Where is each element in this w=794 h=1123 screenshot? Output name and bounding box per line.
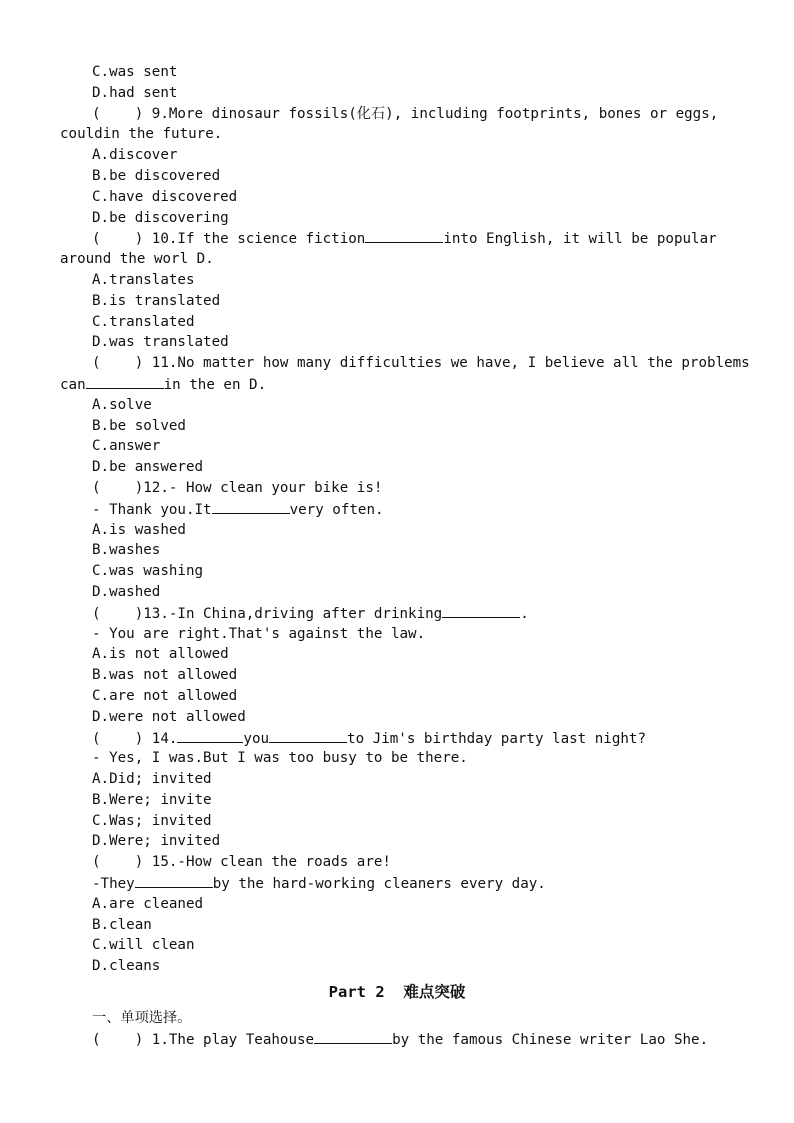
- option-d-q8: D.had sent: [92, 84, 178, 101]
- option-c-q9: C.have discovered: [92, 188, 238, 205]
- worksheet-page: [0, 62, 794, 1050]
- answer-blank: [135, 873, 213, 888]
- question-11-text-b: in the en D.: [163, 376, 267, 393]
- answer-blank: [442, 603, 520, 618]
- question-11-stem-cont: [0, 374, 794, 395]
- option-a-q13: A.is not allowed: [92, 646, 229, 663]
- option-a-q11: A.solve: [92, 396, 152, 413]
- option-c-q10: C.translated: [92, 313, 195, 330]
- question-14-stem: [0, 728, 794, 749]
- question-14-reply: - Yes, I was.But I was too busy to be there.: [92, 750, 468, 767]
- option-b-q12: B.washes: [92, 542, 161, 559]
- option-c-q15: C.will clean: [92, 937, 195, 954]
- question-11-text-a: can: [60, 376, 86, 393]
- option-d-q11: D.be answered: [92, 459, 204, 476]
- option-c-q12: C.was washing: [92, 563, 204, 580]
- question-13-text-b: .: [520, 605, 529, 622]
- question-9-stem: ( ) 9.More dinosaur fossils(化石), including footprints, bones or eggs,: [92, 105, 719, 122]
- answer-blank: [269, 728, 347, 743]
- question-14-text-b: you: [243, 730, 270, 747]
- answer-blank: [212, 499, 290, 514]
- option-a-q10: A.translates: [92, 271, 195, 288]
- question-12-reply: [0, 499, 794, 520]
- option-d-q14: D.Were; invited: [92, 833, 221, 850]
- option-d-q10: D.was translated: [92, 334, 229, 351]
- question-12-text-a: - Thank you.It: [92, 501, 212, 518]
- question-13-reply: - You are right.That's against the law.: [92, 625, 426, 642]
- question-13-stem: [0, 603, 794, 624]
- question-10-text-b: into English, it will be popular: [443, 231, 717, 248]
- question-10-stem: [0, 228, 794, 249]
- part2-question-1-stem: [0, 1029, 794, 1050]
- question-15-stem: ( ) 15.-How clean the roads are!: [92, 854, 391, 871]
- question-10-stem-cont: around the worl D.: [60, 251, 214, 268]
- section-instruction: 一、单项选择。: [92, 1010, 192, 1027]
- option-d-q9: D.be discovering: [92, 209, 229, 226]
- option-d-q15: D.cleans: [92, 958, 161, 975]
- option-d-q13: D.were not allowed: [92, 708, 246, 725]
- answer-blank: [86, 374, 164, 389]
- question-11-stem: ( ) 11.No matter how many difficulties we have, I believe all the problems: [92, 355, 750, 372]
- option-b-q15: B.clean: [92, 916, 152, 933]
- question-10-text-a: ( ) 10.If the science fiction: [92, 231, 366, 248]
- part2-question-1-text-a: ( ) 1.The play Teahouse: [92, 1031, 315, 1048]
- answer-blank: [365, 228, 443, 243]
- answer-blank: [314, 1029, 392, 1044]
- option-c-q13: C.are not allowed: [92, 687, 238, 704]
- option-a-q14: A.Did; invited: [92, 771, 212, 788]
- question-13-text-a: ( )13.-In China,driving after drinking: [92, 605, 443, 622]
- option-a-q15: A.are cleaned: [92, 895, 204, 912]
- question-15-text-a: -They: [92, 876, 135, 893]
- question-15-text-b: by the hard-working cleaners every day.: [212, 876, 546, 893]
- question-12-text-b: very often.: [289, 501, 384, 518]
- question-12-stem: ( )12.- How clean your bike is!: [92, 479, 383, 496]
- option-b-q10: B.is translated: [92, 292, 221, 309]
- option-c-q11: C.answer: [92, 438, 161, 455]
- option-a-q12: A.is washed: [92, 521, 186, 538]
- answer-blank: [177, 728, 243, 743]
- question-15-reply: [0, 873, 794, 894]
- section-heading: Part 2 难点突破: [328, 983, 466, 1002]
- option-b-q13: B.was not allowed: [92, 667, 238, 684]
- option-b-q11: B.be solved: [92, 417, 186, 434]
- part2-question-1-text-b: by the famous Chinese writer Lao She.: [392, 1031, 709, 1048]
- option-b-q9: B.be discovered: [92, 167, 221, 184]
- option-b-q14: B.Were; invite: [92, 791, 212, 808]
- question-9-stem-cont: couldin the future.: [60, 126, 223, 143]
- option-c-q8: C.was sent: [92, 64, 178, 80]
- option-a-q9: A.discover: [92, 147, 178, 164]
- question-14-text-a: ( ) 14.: [92, 730, 178, 747]
- option-c-q14: C.Was; invited: [92, 812, 212, 829]
- question-14-text-c: to Jim's birthday party last night?: [347, 730, 647, 747]
- option-d-q12: D.washed: [92, 583, 161, 600]
